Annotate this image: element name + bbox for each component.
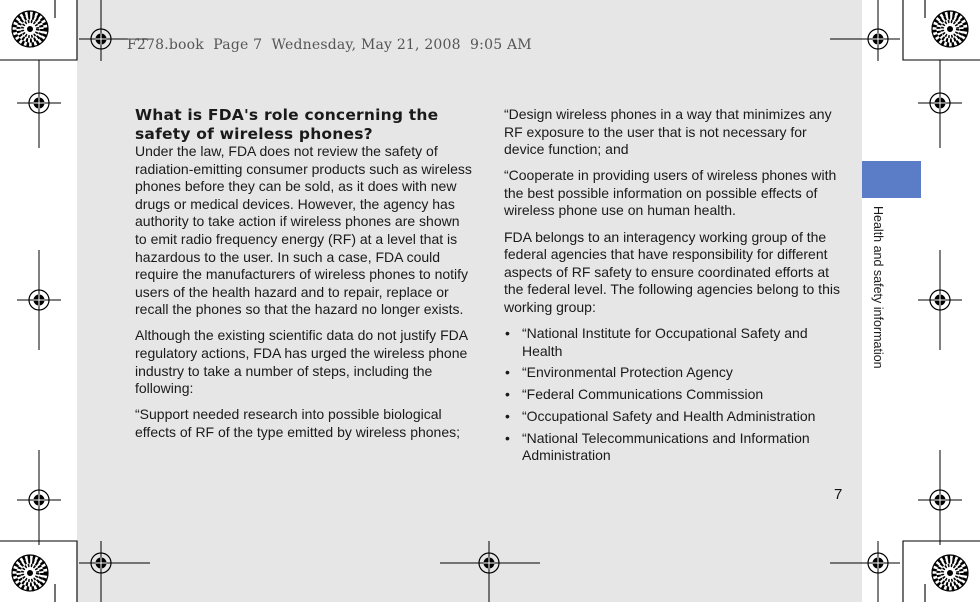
registration-mark-left-lower: [17, 478, 61, 522]
paragraph-fda-authority: Under the law, FDA does not review the safety of radiation-emitting consumer products such as wireless phones before they can be sold, as it does with new drugs or medical devices. However, the agency has authority to take action if wireless phones are shown to emit radio frequency energy (RF) at a level that is hazardous to the user. In such a case, FDA could require the manufacturers of wireless phones to notify users of the health hazard and to repair, replace or recall the phones so that the hazard no longer exists.: [135, 143, 472, 318]
star-target-top-left: [12, 11, 48, 47]
registration-mark-right-upper: [918, 81, 962, 125]
registration-mark-left-upper: [17, 81, 61, 125]
registration-mark-right-lower: [918, 478, 962, 522]
star-target-bottom-left: [12, 555, 48, 591]
star-target-top-right: [932, 11, 968, 47]
registration-mark-top-right: [856, 17, 900, 61]
list-item: • “Occupational Safety and Health Administration: [504, 408, 844, 426]
page-number: 7: [834, 486, 843, 503]
list-item: • “Federal Communications Commission: [504, 386, 844, 404]
paragraph-industry-steps: Although the existing scientific data do not justify FDA regulatory actions, FDA has urged the wireless phone industry to take a number of steps, including the following:: [135, 327, 468, 397]
right-column: [504, 106, 844, 469]
section-tab: [862, 161, 921, 198]
print-header-line: F278.book Page 7 Wednesday, May 21, 2008 9:05 AM: [127, 37, 532, 53]
star-target-bottom-right: [932, 555, 968, 591]
paragraph-support-research: “Support needed research into possible biological effects of RF of the type emitted by wireless phones;: [135, 406, 461, 440]
registration-mark-left-middle: [17, 278, 61, 322]
paragraph-cooperate: “Cooperate in providing users of wireless phones with the best possible information on possible effects of wireless phone use on human health.: [504, 167, 837, 219]
section-side-label: Health and safety information: [871, 206, 885, 369]
paragraph-working-group: FDA belongs to an interagency working group of the federal agencies that have responsibility for different aspects of RF safety to ensure coordinated efforts at the federal level. The following agencies belong to this working group:: [504, 228, 840, 315]
list-item: • “Environmental Protection Agency: [504, 364, 844, 382]
registration-mark-right-middle: [918, 278, 962, 322]
agency-list: [504, 325, 844, 465]
list-item: • “National Telecommunications and Information Administration: [504, 430, 844, 465]
section-heading: What is FDA's role concerning the safety of wireless phones?: [135, 106, 439, 143]
paragraph-design-phones: “Design wireless phones in a way that minimizes any RF exposure to the user that is not necessary for device function; and: [504, 106, 832, 158]
registration-mark-bottom-right: [856, 541, 900, 585]
list-item: • “National Institute for Occupational Safety and Health: [504, 325, 844, 360]
left-column: [135, 106, 475, 450]
